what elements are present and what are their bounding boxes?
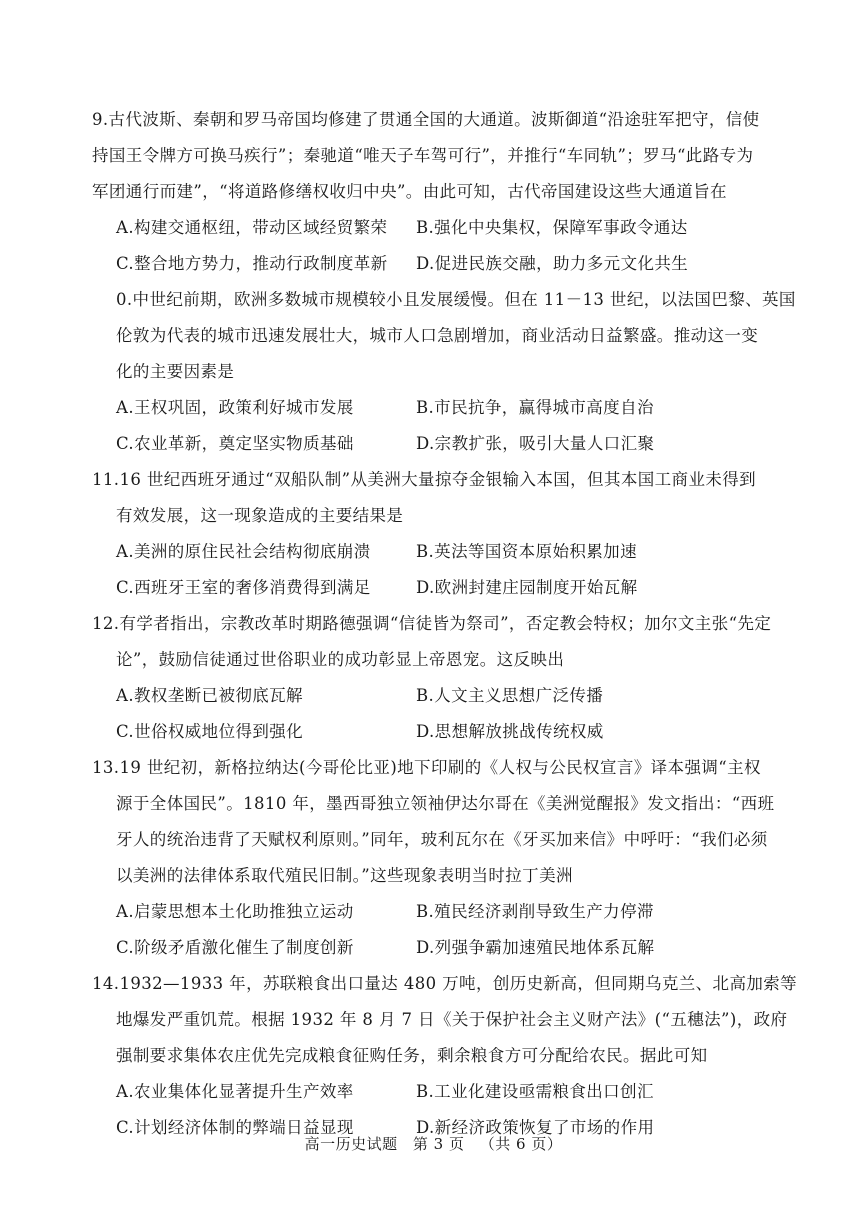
stem-line: 源于全体国民”。1810 年，墨西哥独立领袖伊达尔哥在《美洲觉醒报》发文指出：“西班 [116, 794, 775, 813]
question-stem [92, 282, 796, 390]
option-a: A.农业集体化显著提升生产效率 [116, 1082, 354, 1101]
option-c: C.农业革新，奠定坚实物质基础 [116, 434, 354, 453]
option-a: A.构建交通枢纽，带动区域经贸繁荣 [116, 218, 388, 237]
option-c: C.世俗权威地位得到强化 [116, 722, 304, 741]
stem-line: 伦敦为代表的城市迅速发展壮大，城市人口急剧增加，商业活动日益繁盛。推动这一变 [116, 326, 759, 345]
footer-subject: 高一历史试题 [304, 1135, 398, 1153]
option-d: D.宗教扩张，吸引大量人口汇聚 [416, 434, 655, 453]
question-stem [92, 966, 798, 1074]
stem-line: 持国王令牌方可换马疾行”；秦驰道“唯天子车驾可行”，并推行“车同轨”；罗马“此路专为 [92, 146, 754, 165]
option-a: A.启蒙思想本土化助推独立运动 [116, 902, 354, 921]
stem-line: 有效发展，这一现象造成的主要结果是 [116, 506, 404, 525]
option-d: D.新经济政策恢复了市场的作用 [416, 1118, 655, 1137]
question-stem [92, 102, 792, 210]
stem-line: 12.有学者指出，宗教改革时期路德强调“信徒皆为祭司”，否定教会特权；加尔文主张“先定 [92, 614, 772, 633]
question-stem [92, 606, 792, 678]
stem-line: 14.1932—1933 年，苏联粮食出口量达 480 万吨，创历史新高，但同期乌克兰、北高加索等 [92, 974, 798, 993]
option-a: A.美洲的原住民社会结构彻底崩溃 [116, 542, 371, 561]
option-d: D.列强争霸加速殖民地体系瓦解 [416, 938, 655, 957]
option-c: C.西班牙王室的奢侈消费得到满足 [116, 578, 371, 597]
footer-page-number: 第 3 页 [412, 1135, 465, 1153]
question-13 [92, 750, 792, 966]
question-stem [92, 750, 792, 894]
stem-line: 以美洲的法律体系取代殖民旧制。”这些现象表明当时拉丁美洲 [116, 866, 573, 885]
question-11 [92, 462, 792, 606]
footer-total-pages: （共 6 页） [479, 1135, 563, 1153]
option-c: C.阶级矛盾激化催生了制度创新 [116, 938, 354, 957]
option-d: D.促进民族交融，助力多元文化共生 [416, 254, 689, 273]
options [116, 678, 792, 750]
option-d: D.欧洲封建庄园制度开始瓦解 [416, 578, 638, 597]
options [116, 534, 792, 606]
question-12 [92, 606, 792, 750]
option-a: A.王权巩固，政策利好城市发展 [116, 398, 354, 417]
stem-line: 强制要求集体农庄优先完成粮食征购任务，剩余粮食方可分配给农民。据此可知 [116, 1046, 708, 1065]
option-b: B.市民抗争，赢得城市高度自治 [416, 398, 654, 417]
stem-line: 牙人的统治违背了天赋权利原则。”同年，玻利瓦尔在《牙买加来信》中呼吁：“我们必须 [116, 830, 768, 849]
option-d: D.思想解放挑战传统权威 [416, 722, 604, 741]
option-c: C.计划经济体制的弊端日益显现 [116, 1118, 354, 1137]
stem-line: 13.19 世纪初，新格拉纳达(今哥伦比亚)地下印刷的《人权与公民权宣言》译本强调“主权 [92, 758, 761, 777]
question-9 [92, 102, 792, 282]
stem-line: 地爆发严重饥荒。根据 1932 年 8 月 7 日《关于保护社会主义财产法》(“五穗法”)，政府 [116, 1010, 788, 1029]
option-b: B.人文主义思想广泛传播 [416, 686, 604, 705]
question-stem [92, 462, 792, 534]
question-14 [92, 966, 798, 1146]
option-b: B.强化中央集权，保障军事政令通达 [416, 218, 688, 237]
option-a: A.教权垄断已被彻底瓦解 [116, 686, 303, 705]
option-b: B.殖民经济剥削导致生产力停滞 [416, 902, 654, 921]
stem-line: 9.古代波斯、秦朝和罗马帝国均修建了贯通全国的大通道。波斯御道“沿途驻军把守，信使 [92, 110, 760, 129]
option-b: B.工业化建设亟需粮食出口创汇 [416, 1082, 654, 1101]
question-10 [92, 282, 796, 462]
option-c: C.整合地方势力，推动行政制度革新 [116, 254, 388, 273]
stem-line: 论”，鼓励信徒通过世俗职业的成功彰显上帝恩宠。这反映出 [116, 650, 565, 669]
options [116, 210, 792, 282]
page-footer [0, 1133, 867, 1154]
option-b: B.英法等国资本原始积累加速 [416, 542, 637, 561]
options [116, 894, 792, 966]
stem-line: 11.16 世纪西班牙通过“双船队制”从美洲大量掠夺金银输入本国，但其本国工商业未得到 [92, 470, 757, 489]
options [116, 390, 792, 462]
stem-line: 军团通行而建”，“将道路修缮权收归中央”。由此可知，古代帝国建设这些大通道旨在 [92, 182, 727, 201]
stem-line: 化的主要因素是 [116, 362, 235, 381]
stem-line: 0.中世纪前期，欧洲多数城市规模较小且发展缓慢。但在 11－13 世纪，以法国巴黎、英国 [116, 290, 796, 309]
